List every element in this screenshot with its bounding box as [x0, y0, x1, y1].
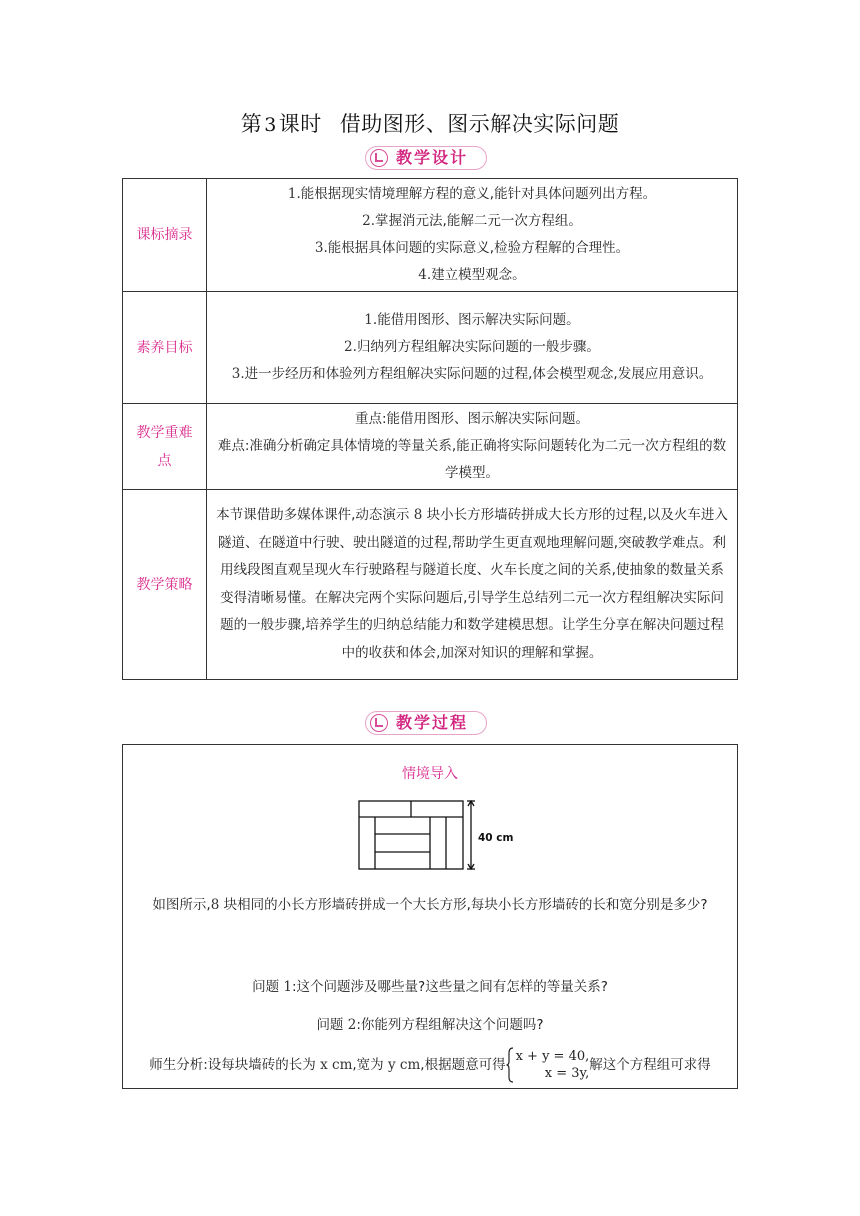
table-row	[123, 179, 738, 292]
row-content: 本节课借助多媒体课件,动态演示 8 块小长方形墙砖拼成大长方形的过程,以及火车进入隧道、在隧道中行驶、驶出隧道的过程,帮助学生更直观地理解问题,突破教学难点。利用线段图直观呈现火车行驶路程与隧道长度、火车长度之间的关系,使抽象的数量关系变得清晰易懂。在解决完两个实际问题后,引导学生总结列二元一次方程组解决实际问题的一般步骤,培养学生的归纳总结能力和数学建模思想。让学生分享在解决问题过程中的收获和体会,加深对知识的理解和掌握。	[207, 490, 738, 680]
content-line: 1.能根据现实情境理解方程的意义,能针对具体问题列出方程。	[287, 186, 657, 202]
equation-system	[506, 1047, 590, 1083]
content-line: 1.能借用图形、图示解决实际问题。	[364, 312, 580, 328]
title-topic: 借助图形、图示解决实际问题	[339, 112, 620, 136]
brace-icon	[506, 1047, 514, 1083]
question-2: 问题 2:你能列方程组解决这个问题吗?	[316, 1017, 544, 1033]
row-label: 课标摘录	[123, 179, 207, 292]
content-line: 2.掌握消元法,能解二元一次方程组。	[362, 213, 582, 229]
process-box	[122, 744, 738, 1089]
row-content	[207, 292, 738, 404]
hand-icon	[370, 149, 388, 167]
question-1: 问题 1:这个问题涉及哪些量?这些量之间有怎样的等量关系?	[252, 979, 608, 995]
content-line: 4.建立模型观念。	[418, 267, 526, 283]
table-row	[123, 404, 738, 490]
badge-label: 教学设计	[396, 148, 469, 167]
brick-figure	[357, 800, 514, 872]
equation-1: x + y = 40,	[515, 1049, 590, 1064]
row-content	[207, 404, 738, 490]
section-badge-process	[365, 711, 487, 735]
page-title	[0, 108, 860, 138]
lesson-number: 3	[264, 114, 277, 136]
design-table	[122, 178, 738, 680]
equation-2: x = 3y,	[544, 1066, 590, 1081]
section-badge-design	[365, 146, 487, 170]
hand-icon	[370, 714, 388, 732]
table-row	[123, 292, 738, 404]
title-suffix: 课时	[278, 112, 322, 136]
row-content	[207, 179, 738, 292]
content-line: 2.归纳列方程组解决实际问题的一般步骤。	[344, 339, 600, 355]
content-line: 重点:能借用图形、图示解决实际问题。	[354, 411, 590, 427]
title-prefix: 第	[240, 112, 263, 136]
content-line: 3.能根据具体问题的实际意义,检验方程解的合理性。	[314, 240, 630, 256]
intro-text-line1: 如图所示,8 块相同的小长方形墙砖拼成一个大长方形,每块小长方形墙砖的长和宽分别是多少?	[152, 897, 708, 913]
dimension-label: 40 cm	[478, 832, 514, 844]
row-label: 素养目标	[123, 292, 207, 404]
badge-label: 教学过程	[396, 713, 469, 732]
row-label: 教学重难点	[123, 404, 207, 490]
section-heading: 情境导入	[402, 766, 458, 782]
content-line: 3.进一步经历和体验列方程组解决实际问题的过程,体会模型观念,发展应用意识。	[231, 366, 713, 382]
table-row	[123, 490, 738, 680]
analysis-line: 师生分析:设每块墙砖的长为 x cm,宽为 y cm,根据题意可得 x + y = 40, x = 3y, 解这个方程组可求得	[149, 1049, 711, 1081]
content-line: 难点:准确分析确定具体情境的等量关系,能正确将实际问题转化为二元一次方程组的数学模型。	[217, 438, 727, 481]
row-label: 教学策略	[123, 490, 207, 680]
